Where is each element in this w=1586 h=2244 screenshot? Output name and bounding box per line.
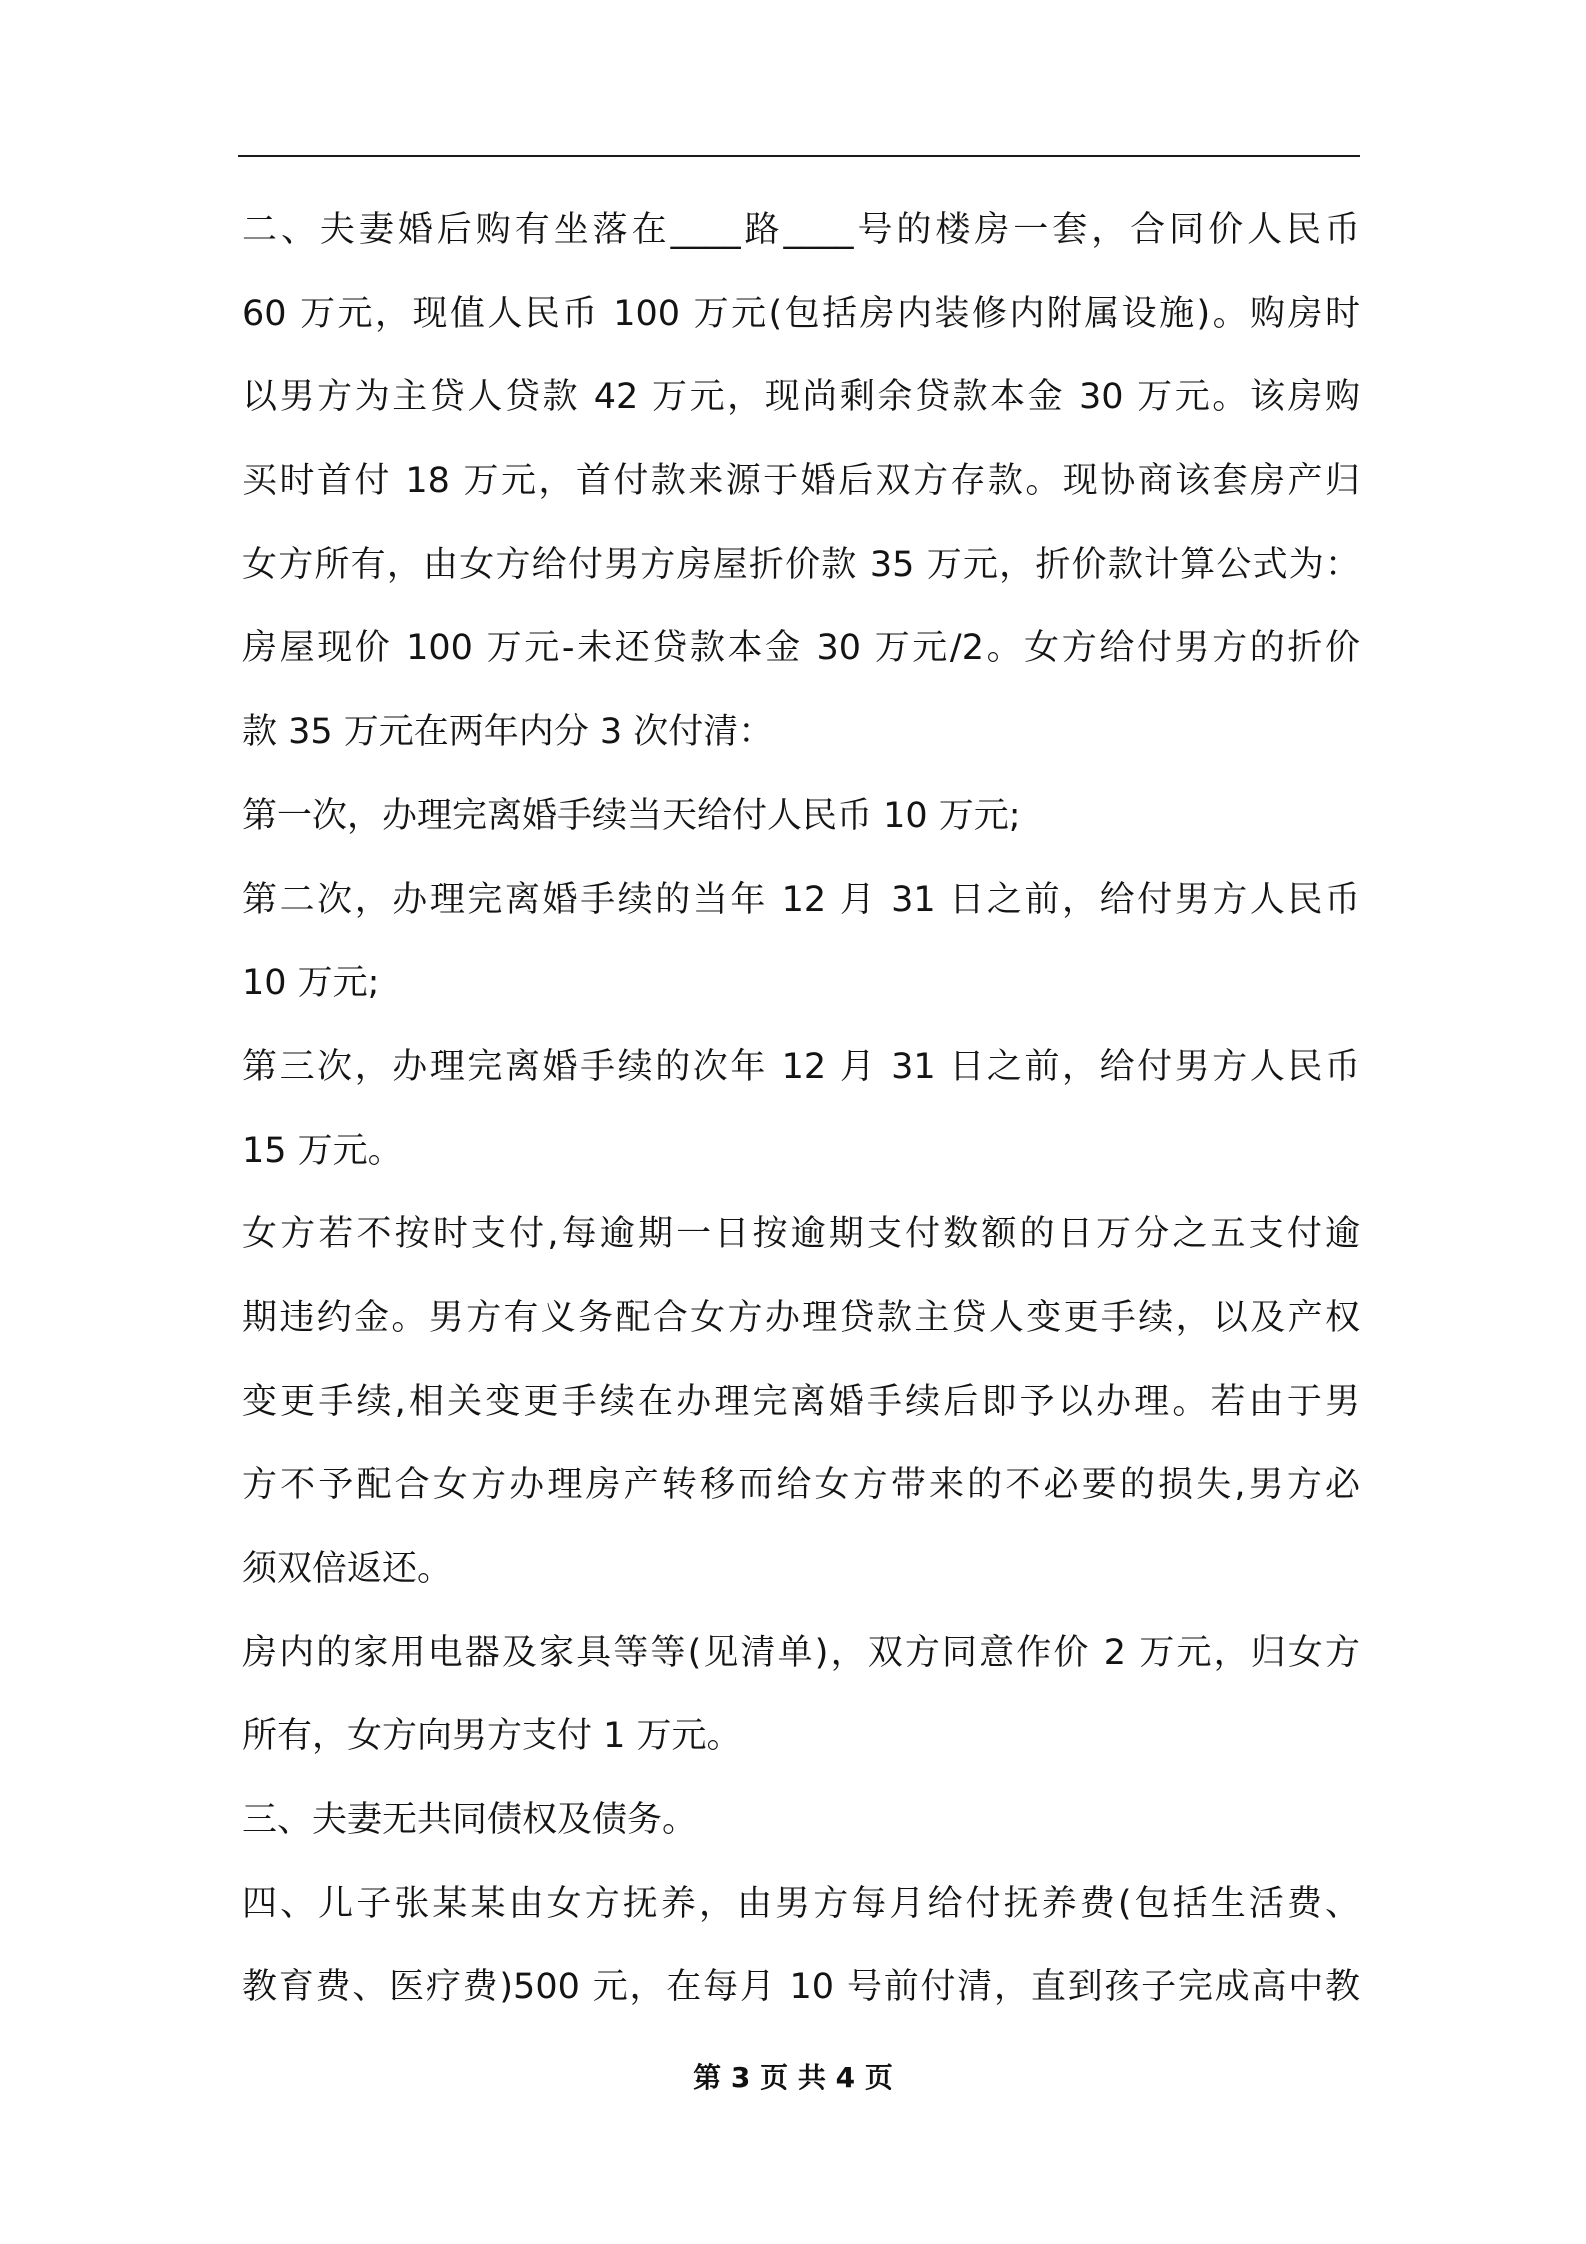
text-line: 所有，女方向男方支付 1 万元。 [242,1716,742,1757]
paragraph-payment-third [242,1026,1360,1193]
header-rule [238,155,1360,157]
text-line: 买时首付 18 万元，首付款来源于婚后双方存款。现协商该套房产归 [242,461,1360,502]
text-line: 二、夫妻婚后购有坐落在____路____号的楼房一套，合同价人民币 [242,210,1360,250]
text-line: 第二次，办理完离婚手续的当年 12 月 31 日之前，给付男方人民币 [242,879,1360,920]
page-footer: 第 3 页 共 4 页 [693,2061,893,2094]
text-line: 款 35 万元在两年内分 3 次付清： [242,712,774,753]
text-line: 女方若不按时支付,每逾期一日按逾期支付数额的日万分之五支付逾 [242,1214,1360,1255]
document-body [242,189,1360,2030]
text-line: 60 万元，现值人民币 100 万元(包括房内装修内附属设施)。购房时 [242,293,1360,334]
paragraph-property-house [242,189,1360,775]
text-line: 女方所有，由女方给付男方房屋折价款 35 万元，折价款计算公式为： [242,544,1360,585]
text-line: 第一次，办理完离婚手续当天给付人民币 10 万元; [242,795,1021,836]
text-line: 10 万元; [242,963,380,1004]
text-line: 教育费、医疗费)500 元，在每月 10 号前付清，直到孩子完成高中教 [242,1967,1360,2008]
text-line: 房屋现价 100 万元-未还贷款本金 30 万元/2。女方给付男方的折价 [242,628,1360,669]
text-line: 三、夫妻无共同债权及债务。 [242,1800,698,1841]
text-line: 四、儿子张某某由女方抚养，由男方每月给付抚养费(包括生活费、 [242,1883,1360,1924]
text-line: 变更手续,相关变更手续在办理完离婚手续后即予以办理。若由于男 [242,1381,1360,1422]
paragraph-payment-first [242,775,1360,859]
text-line: 方不予配合女方办理房产转移而给女方带来的不必要的损失,男方必 [242,1465,1360,1506]
text-line: 须双倍返还。 [242,1549,453,1589]
text-line: 以男方为主贷人贷款 42 万元，现尚剩余贷款本金 30 万元。该房购 [242,377,1360,418]
text-line: 期违约金。男方有义务配合女方办理贷款主贷人变更手续，以及产权 [242,1297,1360,1338]
paragraph-late-penalty [242,1193,1360,1611]
paragraph-debts [242,1779,1360,1863]
paragraph-child-support [242,1863,1360,2030]
text-line: 第三次，办理完离婚手续的次年 12 月 31 日之前，给付男方人民币 [242,1046,1360,1087]
paragraph-payment-second [242,859,1360,1026]
text-line: 房内的家用电器及家具等等(见清单)，双方同意作价 2 万元，归女方 [242,1632,1360,1673]
paragraph-appliances [242,1612,1360,1779]
text-line: 15 万元。 [242,1130,403,1171]
